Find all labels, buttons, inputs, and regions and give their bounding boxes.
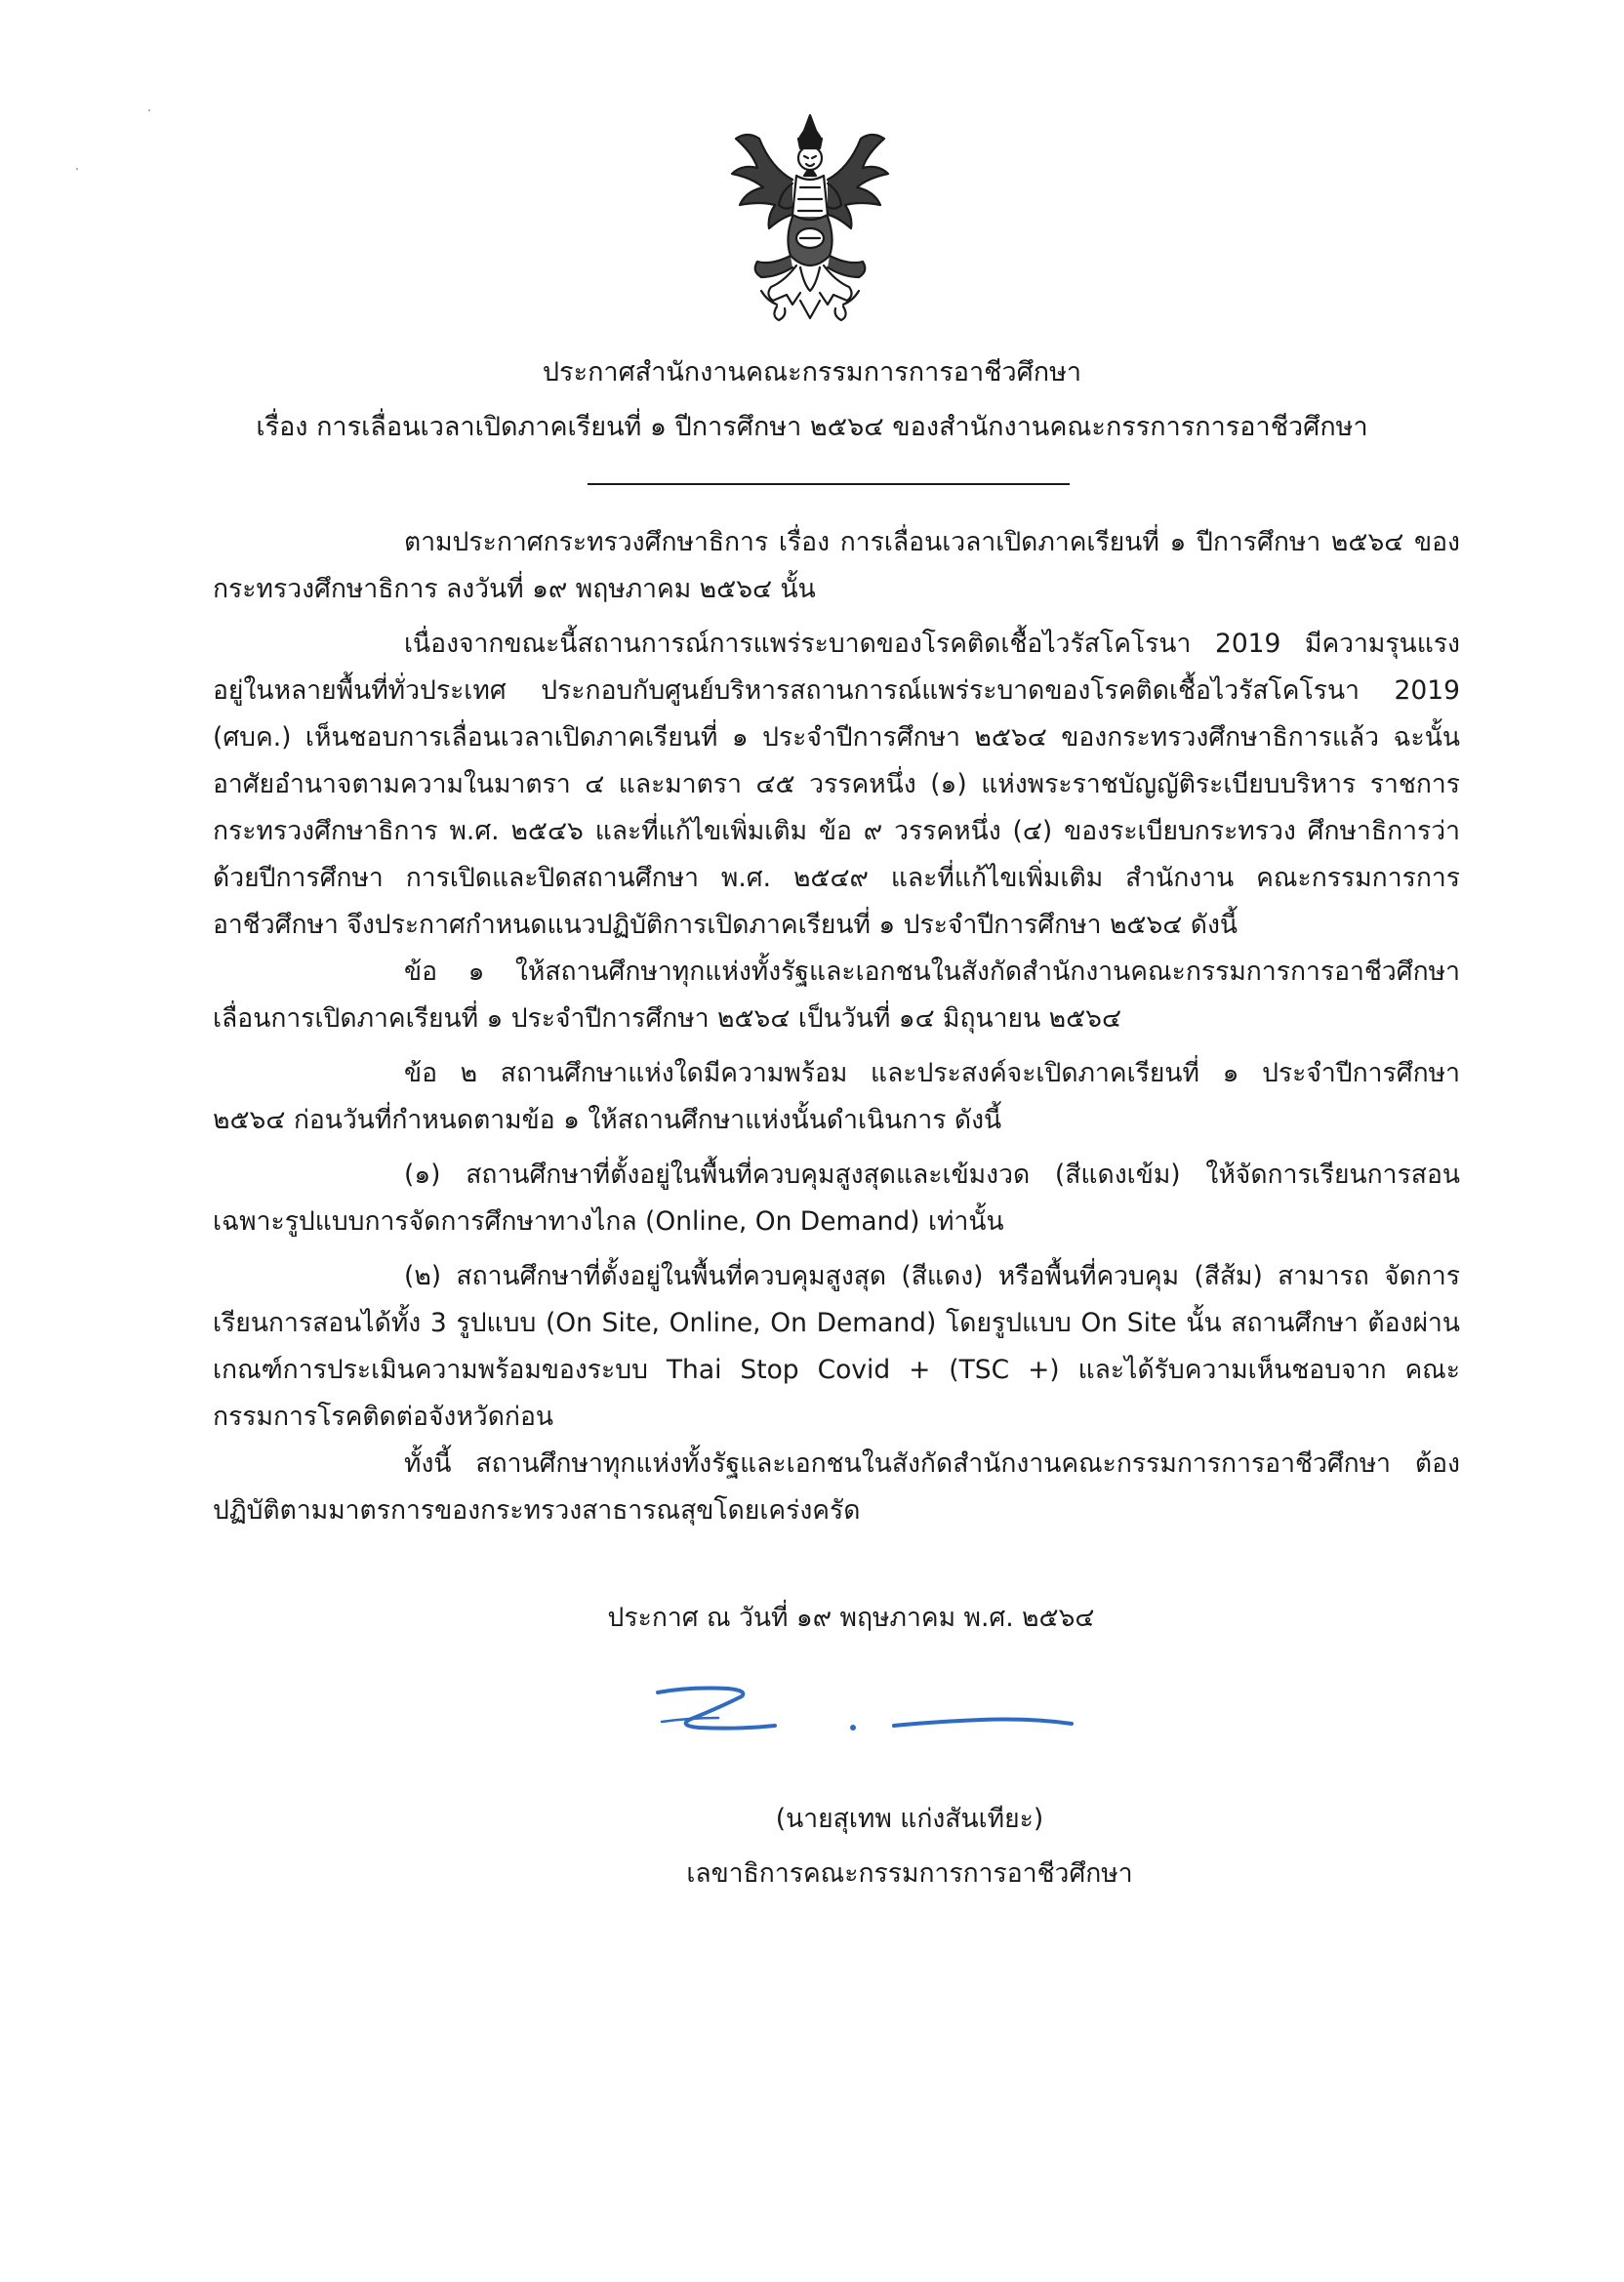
announcement-body <box>213 519 1460 1534</box>
announcement-subject: เรื่อง การเลื่อนเวลาเปิดภาคเรียนที่ ๑ ปีการศึกษา ๒๕๖๔ ของสำนักงานคณะกรรการการอาชีวศึกษา <box>256 412 1368 442</box>
closing-paragraph: ทั้งนี้ สถานศึกษาทุกแห่งทั้งรัฐและเอกชนในสังกัดสำนักงานคณะกรรมการการอาชีวศึกษา ต้องปฏิบัติตามมาตรการของกระทรวงสาธารณสุขโดยเคร่งครัด <box>213 1448 1460 1526</box>
clause-2-item-2: (๒) สถานศึกษาที่ตั้งอยู่ในพื้นที่ควบคุมสูงสุด (สีแดง) หรือพื้นที่ควบคุม (สีส้ม) สามารถ จัดการเรียนการสอนได้ทั้ง 3 รูปแบบ (On Site, Online, On Demand) โดยรูปแบบ On Site นั้น สถานศึกษา ต้องผ่านเกณฑ์การประเมินความพร้อมของระบบ Thai Stop Covid + (TSC +) และได้รับความเห็นชอบจาก คณะกรรมการโรคติดต่อจังหวัดก่อน <box>213 1261 1460 1432</box>
announcement-date: ประกาศ ณ วันที่ ๑๙ พฤษภาคม พ.ศ. ๒๕๖๔ <box>607 1603 1095 1633</box>
body-paragraph: ตามประกาศกระทรวงศึกษาธิการ เรื่อง การเลื่อนเวลาเปิดภาคเรียนที่ ๑ ปีการศึกษา ๒๕๖๔ ของกระทรวงศึกษาธิการ ลงวันที่ ๑๙ พฤษภาคม ๒๕๖๔ นั้น <box>213 527 1460 604</box>
clause-2-item-1: (๑) สถานศึกษาที่ตั้งอยู่ในพื้นที่ควบคุมสูงสุดและเข้มงวด (สีแดงเข้ม) ให้จัดการเรียนการสอน เฉพาะรูปแบบการจัดการศึกษาทางไกล (Online, On Demand) เท่านั้น <box>213 1160 1460 1237</box>
body-paragraph: เนื่องจากขณะนี้สถานการณ์การแพร่ระบาดของโรคติดเชื้อไวรัสโคโรนา 2019 มีความรุนแรง อยู่ในหลายพื้นที่ทั่วประเทศ ประกอบกับศูนย์บริหารสถานการณ์แพร่ระบาดของโรคติดเชื้อไวรัสโคโรนา 2019 (ศบค.) เห็นชอบการเลื่อนเวลาเปิดภาคเรียนที่ ๑ ประจำปีการศึกษา ๒๕๖๔ ของกระทรวงศึกษาธิการแล้ว ฉะนั้น อาศัยอำนาจตามความในมาตรา ๔ และมาตรา ๔๕ วรรคหนึ่ง (๑) แห่งพระราชบัญญัติระเบียบบริหาร ราชการกระทรวงศึกษาธิการ พ.ศ. ๒๕๔๖ และที่แก้ไขเพิ่มเติม ข้อ ๙ วรรคหนึ่ง (๔) ของระเบียบกระทรวง ศึกษาธิการว่าด้วยปีการศึกษา การเปิดและปิดสถานศึกษา พ.ศ. ๒๕๔๙ และที่แก้ไขเพิ่มเติม สำนักงาน คณะกรรมการการอาชีวศึกษา จึงประกาศกำหนดแนวปฏิบัติการเปิดภาคเรียนที่ ๑ ประจำปีการศึกษา ๒๕๖๔ ดังนี้ <box>213 629 1460 940</box>
clause-2: ข้อ ๒ สถานศึกษาแห่งใดมีความพร้อม และประสงค์จะเปิดภาคเรียนที่ ๑ ประจำปีการศึกษา ๒๕๖๔ ก่อนวันที่กำหนดตามข้อ ๑ ให้สถานศึกษาแห่งนั้นดำเนินการ ดังนี้ <box>213 1058 1460 1135</box>
garuda-emblem-icon <box>703 109 917 334</box>
signer-position: เลขาธิการคณะกรรมการการอาชีวศึกษา <box>686 1858 1133 1889</box>
signature <box>650 1679 1079 1767</box>
announcement-title: ประกาศสำนักงานคณะกรรมการการอาชีวศึกษา <box>542 357 1082 387</box>
signer-name: (นายสุเทพ แก่งสันเทียะ) <box>775 1804 1044 1834</box>
title-divider <box>588 483 1070 485</box>
scan-speck <box>148 109 150 111</box>
scan-speck <box>76 168 78 170</box>
clause-1: ข้อ ๑ ให้สถานศึกษาทุกแห่งทั้งรัฐและเอกชนในสังกัดสำนักงานคณะกรรมการการอาชีวศึกษา เลื่อนการเปิดภาคเรียนที่ ๑ ประจำปีการศึกษา ๒๕๖๔ เป็นวันที่ ๑๔ มิถุนายน ๒๕๖๔ <box>213 957 1460 1034</box>
